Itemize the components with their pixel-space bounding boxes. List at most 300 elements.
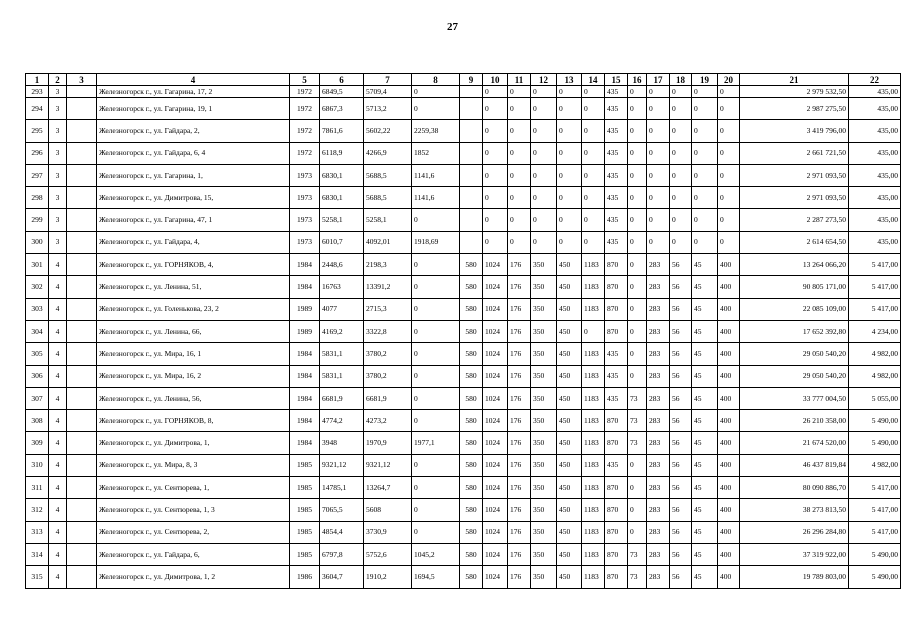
- column-header-2: 2: [49, 74, 67, 86]
- cell-col-7: 1910,2: [364, 566, 412, 588]
- cell-col-21: 46 437 819,84: [740, 454, 849, 476]
- cell-col-10: 1024: [483, 254, 508, 276]
- cell-col-5: 1973: [290, 187, 320, 209]
- cell-col-7: 9321,12: [364, 454, 412, 476]
- table-row: [26, 254, 901, 276]
- cell-col-20: 0: [718, 209, 740, 231]
- housing-register-table: [25, 73, 901, 589]
- cell-col-12: 350: [531, 477, 557, 499]
- cell-col-2: 3: [49, 231, 67, 253]
- cell-col-11: 0: [508, 187, 531, 209]
- cell-col-3: [67, 298, 97, 320]
- cell-col-4: Железногорск г., ул. Мира, 8, 3: [97, 454, 290, 476]
- cell-col-18: 56: [670, 298, 692, 320]
- cell-col-10: 1024: [483, 320, 508, 342]
- table-body: [26, 86, 901, 589]
- cell-col-18: 56: [670, 521, 692, 543]
- cell-col-1: 306: [26, 365, 49, 387]
- cell-col-2: 4: [49, 432, 67, 454]
- cell-col-5: 1984: [290, 276, 320, 298]
- cell-col-8: 0: [412, 254, 460, 276]
- cell-col-5: 1984: [290, 410, 320, 432]
- cell-col-4: Железногорск г., ул. Димитрова, 15,: [97, 187, 290, 209]
- cell-col-17: 283: [647, 543, 670, 565]
- cell-col-12: 350: [531, 543, 557, 565]
- cell-col-9: 580: [460, 543, 483, 565]
- cell-col-3: [67, 410, 97, 432]
- cell-col-19: 45: [692, 477, 718, 499]
- cell-col-21: 37 319 922,00: [740, 543, 849, 565]
- cell-col-12: 0: [531, 98, 557, 120]
- cell-col-19: 0: [692, 86, 718, 98]
- cell-col-19: 45: [692, 254, 718, 276]
- cell-col-21: 80 090 886,70: [740, 477, 849, 499]
- cell-col-15: 870: [605, 298, 628, 320]
- cell-col-10: 0: [483, 98, 508, 120]
- cell-col-7: 4092,01: [364, 231, 412, 253]
- cell-col-6: 4774,2: [320, 410, 364, 432]
- cell-col-3: [67, 164, 97, 186]
- cell-col-9: 580: [460, 432, 483, 454]
- cell-col-17: 283: [647, 566, 670, 588]
- cell-col-16: 0: [628, 521, 647, 543]
- cell-col-8: 0: [412, 343, 460, 365]
- cell-col-9: 580: [460, 298, 483, 320]
- cell-col-20: 0: [718, 86, 740, 98]
- cell-col-4: Железногорск г., ул. Гагарина, 17, 2: [97, 86, 290, 98]
- cell-col-16: 0: [628, 320, 647, 342]
- cell-col-1: 311: [26, 477, 49, 499]
- cell-col-5: 1984: [290, 387, 320, 409]
- cell-col-2: 4: [49, 410, 67, 432]
- cell-col-16: 73: [628, 543, 647, 565]
- cell-col-18: 56: [670, 276, 692, 298]
- cell-col-14: 1183: [582, 432, 605, 454]
- cell-col-3: [67, 543, 97, 565]
- cell-col-6: 6867,3: [320, 98, 364, 120]
- cell-col-13: 450: [557, 477, 582, 499]
- cell-col-6: 4077: [320, 298, 364, 320]
- cell-col-6: 6118,9: [320, 142, 364, 164]
- cell-col-9: [460, 187, 483, 209]
- cell-col-4: Железногорск г., ул. ГОРНЯКОВ, 8,: [97, 410, 290, 432]
- cell-col-4: Железногорск г., ул. Гайдара, 4,: [97, 231, 290, 253]
- cell-col-22: 5 417,00: [849, 477, 901, 499]
- column-header-7: 7: [364, 74, 412, 86]
- cell-col-1: 313: [26, 521, 49, 543]
- cell-col-16: 0: [628, 477, 647, 499]
- cell-col-1: 303: [26, 298, 49, 320]
- cell-col-22: 435,00: [849, 187, 901, 209]
- cell-col-11: 0: [508, 120, 531, 142]
- cell-col-11: 176: [508, 365, 531, 387]
- table-row: [26, 276, 901, 298]
- cell-col-19: 45: [692, 543, 718, 565]
- cell-col-6: 4169,2: [320, 320, 364, 342]
- cell-col-19: 45: [692, 566, 718, 588]
- cell-col-19: 0: [692, 98, 718, 120]
- cell-col-21: 26 210 358,00: [740, 410, 849, 432]
- cell-col-22: 5 490,00: [849, 543, 901, 565]
- cell-col-16: 0: [628, 98, 647, 120]
- cell-col-9: [460, 142, 483, 164]
- cell-col-22: 5 417,00: [849, 521, 901, 543]
- cell-col-11: 176: [508, 454, 531, 476]
- cell-col-12: 350: [531, 254, 557, 276]
- cell-col-9: [460, 231, 483, 253]
- table-row: [26, 432, 901, 454]
- cell-col-17: 0: [647, 187, 670, 209]
- cell-col-5: 1989: [290, 298, 320, 320]
- cell-col-17: 283: [647, 477, 670, 499]
- cell-col-16: 0: [628, 164, 647, 186]
- cell-col-1: 299: [26, 209, 49, 231]
- cell-col-20: 400: [718, 499, 740, 521]
- cell-col-22: 435,00: [849, 120, 901, 142]
- cell-col-10: 1024: [483, 387, 508, 409]
- cell-col-13: 450: [557, 343, 582, 365]
- column-header-3: 3: [67, 74, 97, 86]
- cell-col-11: 0: [508, 231, 531, 253]
- column-header-11: 11: [508, 74, 531, 86]
- cell-col-10: 0: [483, 209, 508, 231]
- cell-col-15: 870: [605, 566, 628, 588]
- cell-col-5: 1972: [290, 86, 320, 98]
- cell-col-21: 2 971 093,50: [740, 187, 849, 209]
- cell-col-3: [67, 365, 97, 387]
- cell-col-16: 0: [628, 187, 647, 209]
- cell-col-9: 580: [460, 254, 483, 276]
- cell-col-17: 283: [647, 454, 670, 476]
- column-header-13: 13: [557, 74, 582, 86]
- cell-col-11: 176: [508, 343, 531, 365]
- cell-col-21: 3 419 796,00: [740, 120, 849, 142]
- cell-col-16: 0: [628, 142, 647, 164]
- cell-col-2: 4: [49, 343, 67, 365]
- cell-col-12: 0: [531, 187, 557, 209]
- cell-col-8: 0: [412, 98, 460, 120]
- cell-col-4: Железногорск г., ул. Ленина, 56,: [97, 387, 290, 409]
- cell-col-6: 6797,8: [320, 543, 364, 565]
- column-header-18: 18: [670, 74, 692, 86]
- cell-col-4: Железногорск г., ул. Ленина, 66,: [97, 320, 290, 342]
- cell-col-6: 16763: [320, 276, 364, 298]
- cell-col-13: 450: [557, 543, 582, 565]
- cell-col-13: 0: [557, 98, 582, 120]
- cell-col-10: 0: [483, 142, 508, 164]
- cell-col-4: Железногорск г., ул. Гагарина, 47, 1: [97, 209, 290, 231]
- cell-col-17: 283: [647, 254, 670, 276]
- column-header-5: 5: [290, 74, 320, 86]
- cell-col-20: 400: [718, 320, 740, 342]
- cell-col-19: 0: [692, 120, 718, 142]
- cell-col-11: 176: [508, 477, 531, 499]
- column-header-1: 1: [26, 74, 49, 86]
- cell-col-9: 580: [460, 365, 483, 387]
- cell-col-21: 2 614 654,50: [740, 231, 849, 253]
- cell-col-7: 4273,2: [364, 410, 412, 432]
- table-row: [26, 387, 901, 409]
- cell-col-15: 435: [605, 454, 628, 476]
- cell-col-1: 300: [26, 231, 49, 253]
- cell-col-2: 3: [49, 120, 67, 142]
- cell-col-2: 3: [49, 142, 67, 164]
- cell-col-17: 283: [647, 276, 670, 298]
- cell-col-19: 45: [692, 432, 718, 454]
- cell-col-13: 450: [557, 365, 582, 387]
- cell-col-14: 1183: [582, 276, 605, 298]
- cell-col-18: 56: [670, 432, 692, 454]
- cell-col-16: 0: [628, 86, 647, 98]
- cell-col-9: [460, 86, 483, 98]
- cell-col-13: 0: [557, 86, 582, 98]
- cell-col-16: 73: [628, 432, 647, 454]
- cell-col-15: 870: [605, 320, 628, 342]
- cell-col-12: 350: [531, 276, 557, 298]
- cell-col-15: 435: [605, 365, 628, 387]
- cell-col-21: 22 085 109,00: [740, 298, 849, 320]
- cell-col-3: [67, 120, 97, 142]
- cell-col-18: 0: [670, 120, 692, 142]
- cell-col-3: [67, 343, 97, 365]
- column-header-12: 12: [531, 74, 557, 86]
- table-row: [26, 298, 901, 320]
- cell-col-18: 56: [670, 477, 692, 499]
- cell-col-6: 4854,4: [320, 521, 364, 543]
- cell-col-13: 0: [557, 187, 582, 209]
- cell-col-15: 435: [605, 98, 628, 120]
- cell-col-9: 580: [460, 521, 483, 543]
- cell-col-13: 0: [557, 209, 582, 231]
- cell-col-21: 21 674 520,00: [740, 432, 849, 454]
- cell-col-12: 350: [531, 454, 557, 476]
- cell-col-6: 7065,5: [320, 499, 364, 521]
- cell-col-13: 0: [557, 164, 582, 186]
- cell-col-15: 435: [605, 164, 628, 186]
- cell-col-22: 435,00: [849, 164, 901, 186]
- cell-col-13: 0: [557, 142, 582, 164]
- cell-col-6: 6010,7: [320, 231, 364, 253]
- cell-col-22: 5 055,00: [849, 387, 901, 409]
- cell-col-4: Железногорск г., ул. Димитрова, 1, 2: [97, 566, 290, 588]
- cell-col-11: 176: [508, 410, 531, 432]
- cell-col-2: 4: [49, 499, 67, 521]
- cell-col-18: 56: [670, 365, 692, 387]
- cell-col-18: 56: [670, 566, 692, 588]
- cell-col-11: 176: [508, 254, 531, 276]
- cell-col-2: 4: [49, 521, 67, 543]
- cell-col-8: 0: [412, 320, 460, 342]
- cell-col-19: 0: [692, 209, 718, 231]
- cell-col-12: 350: [531, 499, 557, 521]
- cell-col-5: 1985: [290, 477, 320, 499]
- cell-col-2: 3: [49, 86, 67, 98]
- cell-col-22: 435,00: [849, 231, 901, 253]
- cell-col-15: 435: [605, 209, 628, 231]
- cell-col-19: 45: [692, 365, 718, 387]
- cell-col-6: 6830,1: [320, 187, 364, 209]
- cell-col-9: 580: [460, 276, 483, 298]
- cell-col-10: 0: [483, 187, 508, 209]
- cell-col-1: 315: [26, 566, 49, 588]
- cell-col-17: 283: [647, 298, 670, 320]
- cell-col-11: 176: [508, 320, 531, 342]
- cell-col-17: 283: [647, 432, 670, 454]
- cell-col-15: 870: [605, 254, 628, 276]
- cell-col-4: Железногорск г., ул. Сентюрева, 1,: [97, 477, 290, 499]
- cell-col-20: 0: [718, 231, 740, 253]
- cell-col-22: 5 417,00: [849, 276, 901, 298]
- cell-col-13: 450: [557, 320, 582, 342]
- cell-col-2: 4: [49, 276, 67, 298]
- cell-col-5: 1973: [290, 164, 320, 186]
- cell-col-21: 2 661 721,50: [740, 142, 849, 164]
- cell-col-9: [460, 164, 483, 186]
- cell-col-22: 4 982,00: [849, 365, 901, 387]
- cell-col-15: 435: [605, 142, 628, 164]
- cell-col-8: 0: [412, 499, 460, 521]
- cell-col-3: [67, 521, 97, 543]
- cell-col-13: 450: [557, 298, 582, 320]
- column-header-14: 14: [582, 74, 605, 86]
- cell-col-14: 0: [582, 209, 605, 231]
- cell-col-22: 435,00: [849, 142, 901, 164]
- cell-col-18: 56: [670, 343, 692, 365]
- cell-col-13: 450: [557, 566, 582, 588]
- cell-col-6: 5831,1: [320, 343, 364, 365]
- cell-col-1: 301: [26, 254, 49, 276]
- cell-col-17: 0: [647, 164, 670, 186]
- cell-col-5: 1985: [290, 499, 320, 521]
- cell-col-19: 0: [692, 187, 718, 209]
- cell-col-5: 1985: [290, 543, 320, 565]
- cell-col-14: 1183: [582, 254, 605, 276]
- cell-col-1: 302: [26, 276, 49, 298]
- cell-col-22: 4 234,00: [849, 320, 901, 342]
- cell-col-14: 0: [582, 86, 605, 98]
- cell-col-19: 0: [692, 231, 718, 253]
- cell-col-1: 312: [26, 499, 49, 521]
- cell-col-16: 73: [628, 566, 647, 588]
- cell-col-14: 1183: [582, 477, 605, 499]
- cell-col-1: 307: [26, 387, 49, 409]
- cell-col-10: 1024: [483, 343, 508, 365]
- cell-col-11: 0: [508, 164, 531, 186]
- cell-col-11: 0: [508, 209, 531, 231]
- cell-col-12: 350: [531, 298, 557, 320]
- cell-col-16: 0: [628, 298, 647, 320]
- cell-col-14: 1183: [582, 566, 605, 588]
- table-row: [26, 320, 901, 342]
- cell-col-7: 5608: [364, 499, 412, 521]
- cell-col-15: 435: [605, 120, 628, 142]
- cell-col-5: 1984: [290, 254, 320, 276]
- column-header-6: 6: [320, 74, 364, 86]
- cell-col-17: 283: [647, 320, 670, 342]
- cell-col-6: 7861,6: [320, 120, 364, 142]
- column-header-8: 8: [412, 74, 460, 86]
- cell-col-11: 176: [508, 432, 531, 454]
- cell-col-4: Железногорск г., ул. Гайдара, 2,: [97, 120, 290, 142]
- cell-col-14: 0: [582, 231, 605, 253]
- cell-col-19: 45: [692, 276, 718, 298]
- cell-col-10: 1024: [483, 365, 508, 387]
- cell-col-4: Железногорск г., ул. Сентюрева, 2,: [97, 521, 290, 543]
- cell-col-11: 176: [508, 521, 531, 543]
- cell-col-14: 0: [582, 320, 605, 342]
- cell-col-10: 1024: [483, 477, 508, 499]
- column-header-17: 17: [647, 74, 670, 86]
- cell-col-8: 0: [412, 410, 460, 432]
- cell-col-5: 1972: [290, 98, 320, 120]
- cell-col-4: Железногорск г., ул. Гагарина, 19, 1: [97, 98, 290, 120]
- cell-col-5: 1984: [290, 365, 320, 387]
- cell-col-9: 580: [460, 477, 483, 499]
- cell-col-2: 4: [49, 543, 67, 565]
- cell-col-2: 4: [49, 254, 67, 276]
- cell-col-5: 1984: [290, 432, 320, 454]
- cell-col-3: [67, 320, 97, 342]
- cell-col-20: 0: [718, 187, 740, 209]
- cell-col-12: 350: [531, 387, 557, 409]
- table-row: [26, 98, 901, 120]
- cell-col-10: 1024: [483, 432, 508, 454]
- cell-col-21: 2 287 273,50: [740, 209, 849, 231]
- cell-col-13: 450: [557, 432, 582, 454]
- cell-col-11: 0: [508, 98, 531, 120]
- cell-col-18: 0: [670, 142, 692, 164]
- cell-col-7: 5688,5: [364, 164, 412, 186]
- table-row: [26, 209, 901, 231]
- column-header-4: 4: [97, 74, 290, 86]
- cell-col-22: 5 417,00: [849, 499, 901, 521]
- cell-col-21: 2 979 532,50: [740, 86, 849, 98]
- cell-col-20: 400: [718, 543, 740, 565]
- cell-col-5: 1973: [290, 209, 320, 231]
- cell-col-2: 3: [49, 187, 67, 209]
- cell-col-16: 0: [628, 365, 647, 387]
- cell-col-8: 0: [412, 365, 460, 387]
- cell-col-11: 176: [508, 387, 531, 409]
- column-header-16: 16: [628, 74, 647, 86]
- table-row: [26, 454, 901, 476]
- cell-col-12: 0: [531, 120, 557, 142]
- cell-col-9: [460, 98, 483, 120]
- cell-col-4: Железногорск г., ул. ГОРНЯКОВ, 4,: [97, 254, 290, 276]
- cell-col-3: [67, 499, 97, 521]
- cell-col-20: 400: [718, 387, 740, 409]
- cell-col-3: [67, 276, 97, 298]
- cell-col-17: 0: [647, 86, 670, 98]
- cell-col-7: 4266,9: [364, 142, 412, 164]
- table-row: [26, 477, 901, 499]
- cell-col-22: 435,00: [849, 98, 901, 120]
- cell-col-20: 400: [718, 410, 740, 432]
- cell-col-17: 283: [647, 410, 670, 432]
- cell-col-21: 90 805 171,00: [740, 276, 849, 298]
- cell-col-10: 0: [483, 120, 508, 142]
- cell-col-4: Железногорск г., ул. Мира, 16, 2: [97, 365, 290, 387]
- cell-col-21: 17 652 392,80: [740, 320, 849, 342]
- cell-col-19: 0: [692, 164, 718, 186]
- cell-col-10: 1024: [483, 410, 508, 432]
- cell-col-18: 0: [670, 231, 692, 253]
- cell-col-6: 3604,7: [320, 566, 364, 588]
- cell-col-2: 4: [49, 387, 67, 409]
- cell-col-3: [67, 387, 97, 409]
- cell-col-14: 1183: [582, 454, 605, 476]
- cell-col-10: 1024: [483, 521, 508, 543]
